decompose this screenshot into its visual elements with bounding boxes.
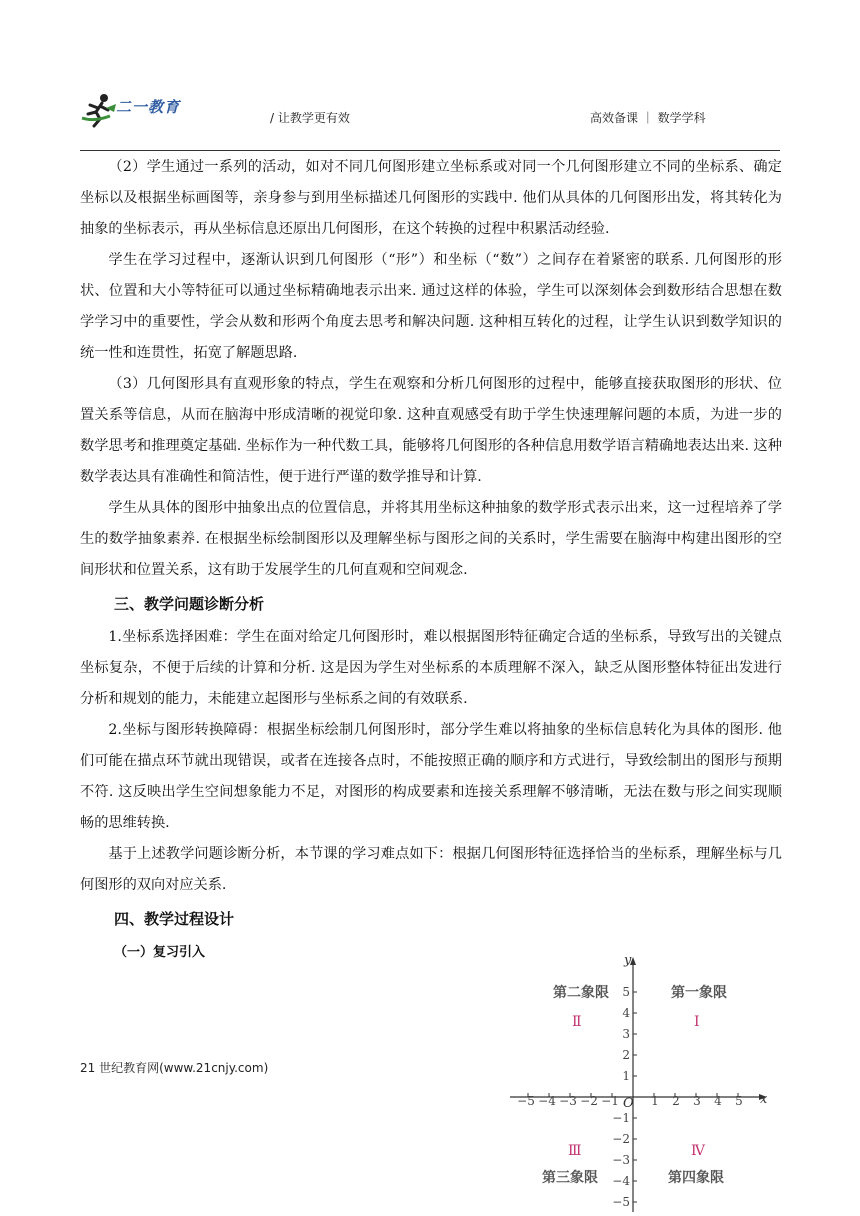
y-tick-label: −5 [612, 1195, 630, 1209]
quadrant-3-label: 第三象限 [542, 1170, 598, 1186]
header-subject: 高效备课 ｜ 数学学科 [590, 111, 706, 125]
x-tick-label: −5 [517, 1094, 535, 1108]
x-tick-label: 1 [651, 1094, 659, 1108]
quadrant-4-label: 第四象限 [668, 1170, 724, 1186]
quadrant-1-label: 第一象限 [671, 985, 727, 1001]
x-tick-label: −3 [559, 1094, 577, 1108]
coordinate-plane-figure [505, 950, 775, 1216]
paragraph: 基于上述教学问题诊断分析，本节课的学习难点如下：根据几何图形特征选择恰当的坐标系，理解坐标与几何图形的双向对应关系. [80, 846, 782, 893]
header-divider [80, 150, 780, 151]
x-tick-label: −2 [580, 1094, 598, 1108]
section-heading: 四、教学过程设计 [114, 910, 235, 928]
x-tick-label: 4 [714, 1094, 722, 1108]
quadrant-2-label: 第二象限 [553, 985, 609, 1001]
paragraph: （3）几何图形具有直观形象的特点，学生在观察和分析几何图形的过程中，能够直接获取图形的形状、位置关系等信息，从而在脑海中形成清晰的视觉印象. 这种直观感受有助于学生快速理解问题的本质，为进一步的数学思考和推理奠定基础. 坐标作为一种代数工具，能够将几何图形的各种信息用数学语言精确地表达出来. 这种数学表达具有准确性和简洁性，便于进行严谨的数学推导和计算. [80, 376, 782, 485]
paragraph: 学生从具体的图形中抽象出点的位置信息，并将其用坐标这种抽象的数学形式表示出来，这一过程培养了学生的数学抽象素养. 在根据坐标绘制图形以及理解坐标与图形之间的关系时，学生需要在脑海中构建出图形的空间形状和位置关系，这有助于发展学生的几何直观和空间观念. [80, 500, 782, 578]
y-tick-label: −4 [612, 1174, 630, 1188]
y-tick-label: −2 [612, 1132, 630, 1146]
quadrant-2-numeral: Ⅱ [572, 1014, 582, 1030]
runner-icon [80, 92, 120, 128]
y-tick-label: 2 [622, 1048, 630, 1062]
x-tick-label: 2 [672, 1094, 680, 1108]
page-header [80, 92, 780, 152]
footer-text: 21 世纪教育网(www.21cnjy.com) [80, 1061, 269, 1075]
header-slogan: / 让教学更有效 [270, 111, 350, 125]
y-tick-label: −3 [612, 1153, 630, 1167]
x-axis-label: x [760, 1092, 768, 1107]
document-body [80, 152, 782, 969]
paragraph: 1.坐标系选择困难：学生在面对给定几何图形时，难以根据图形特征确定合适的坐标系，导致写出的关键点坐标复杂，不便于后续的计算和分析. 这是因为学生对坐标系的本质理解不深入，缺乏从图形整体特征出发进行分析和规划的能力，未能建立起图形与坐标系之间的有效联系. [80, 629, 782, 707]
quadrant-1-numeral: Ⅰ [694, 1014, 700, 1030]
x-tick-label: −1 [601, 1094, 619, 1108]
paragraph: 学生在学习过程中，逐渐认识到几何图形（“形”）和坐标（“数”）之间存在着紧密的联系. 几何图形的形状、位置和大小等特征可以通过坐标精确地表示出来. 通过这样的体验，学生可以深刻体会到数形结合思想在数学学习中的重要性，学会从数和形两个角度去思考和解决问题. 这种相互转化的过程，让学生认识到数学知识的统一性和连贯性，拓宽了解题思路. [80, 252, 782, 361]
y-axis-label: y [624, 953, 632, 968]
y-tick-label: −1 [612, 1111, 630, 1125]
logo [80, 92, 200, 132]
y-tick-label: 5 [622, 985, 630, 999]
y-tick-label: 1 [622, 1069, 630, 1083]
x-tick-label: −4 [538, 1094, 556, 1108]
quadrant-4-numeral: Ⅳ [691, 1143, 705, 1159]
x-tick-label: 3 [693, 1094, 701, 1108]
section-heading: 三、教学问题诊断分析 [114, 595, 265, 613]
paragraph: 2.坐标与图形转换障碍：根据坐标绘制几何图形时，部分学生难以将抽象的坐标信息转化为具体的图形. 他们可能在描点环节就出现错误，或者在连接各点时，不能按照正确的顺序和方式进行，导致绘制出的图形与预期不符. 这反映出学生空间想象能力不足，对图形的构成要素和连接关系理解不够清晰，无法在数与形之间实现顺畅的思维转换. [80, 722, 782, 831]
logo-text: 二一教育 [116, 98, 181, 116]
quadrant-3-numeral: Ⅲ [568, 1143, 582, 1159]
y-tick-label: 3 [622, 1027, 630, 1041]
y-tick-label: 4 [622, 1006, 630, 1020]
x-tick-label: 5 [735, 1094, 743, 1108]
subsection-heading: （一）复习引入 [114, 945, 206, 960]
origin-label: O [623, 1096, 634, 1111]
paragraph: （2）学生通过一系列的活动，如对不同几何图形建立坐标系或对同一个几何图形建立不同的坐标系、确定坐标以及根据坐标画图等，亲身参与到用坐标描述几何图形的实践中. 他们从具体的几何图形出发，将其转化为抽象的坐标表示，再从坐标信息还原出几何图形，在这个转换的过程中积累活动经验. [80, 159, 782, 237]
